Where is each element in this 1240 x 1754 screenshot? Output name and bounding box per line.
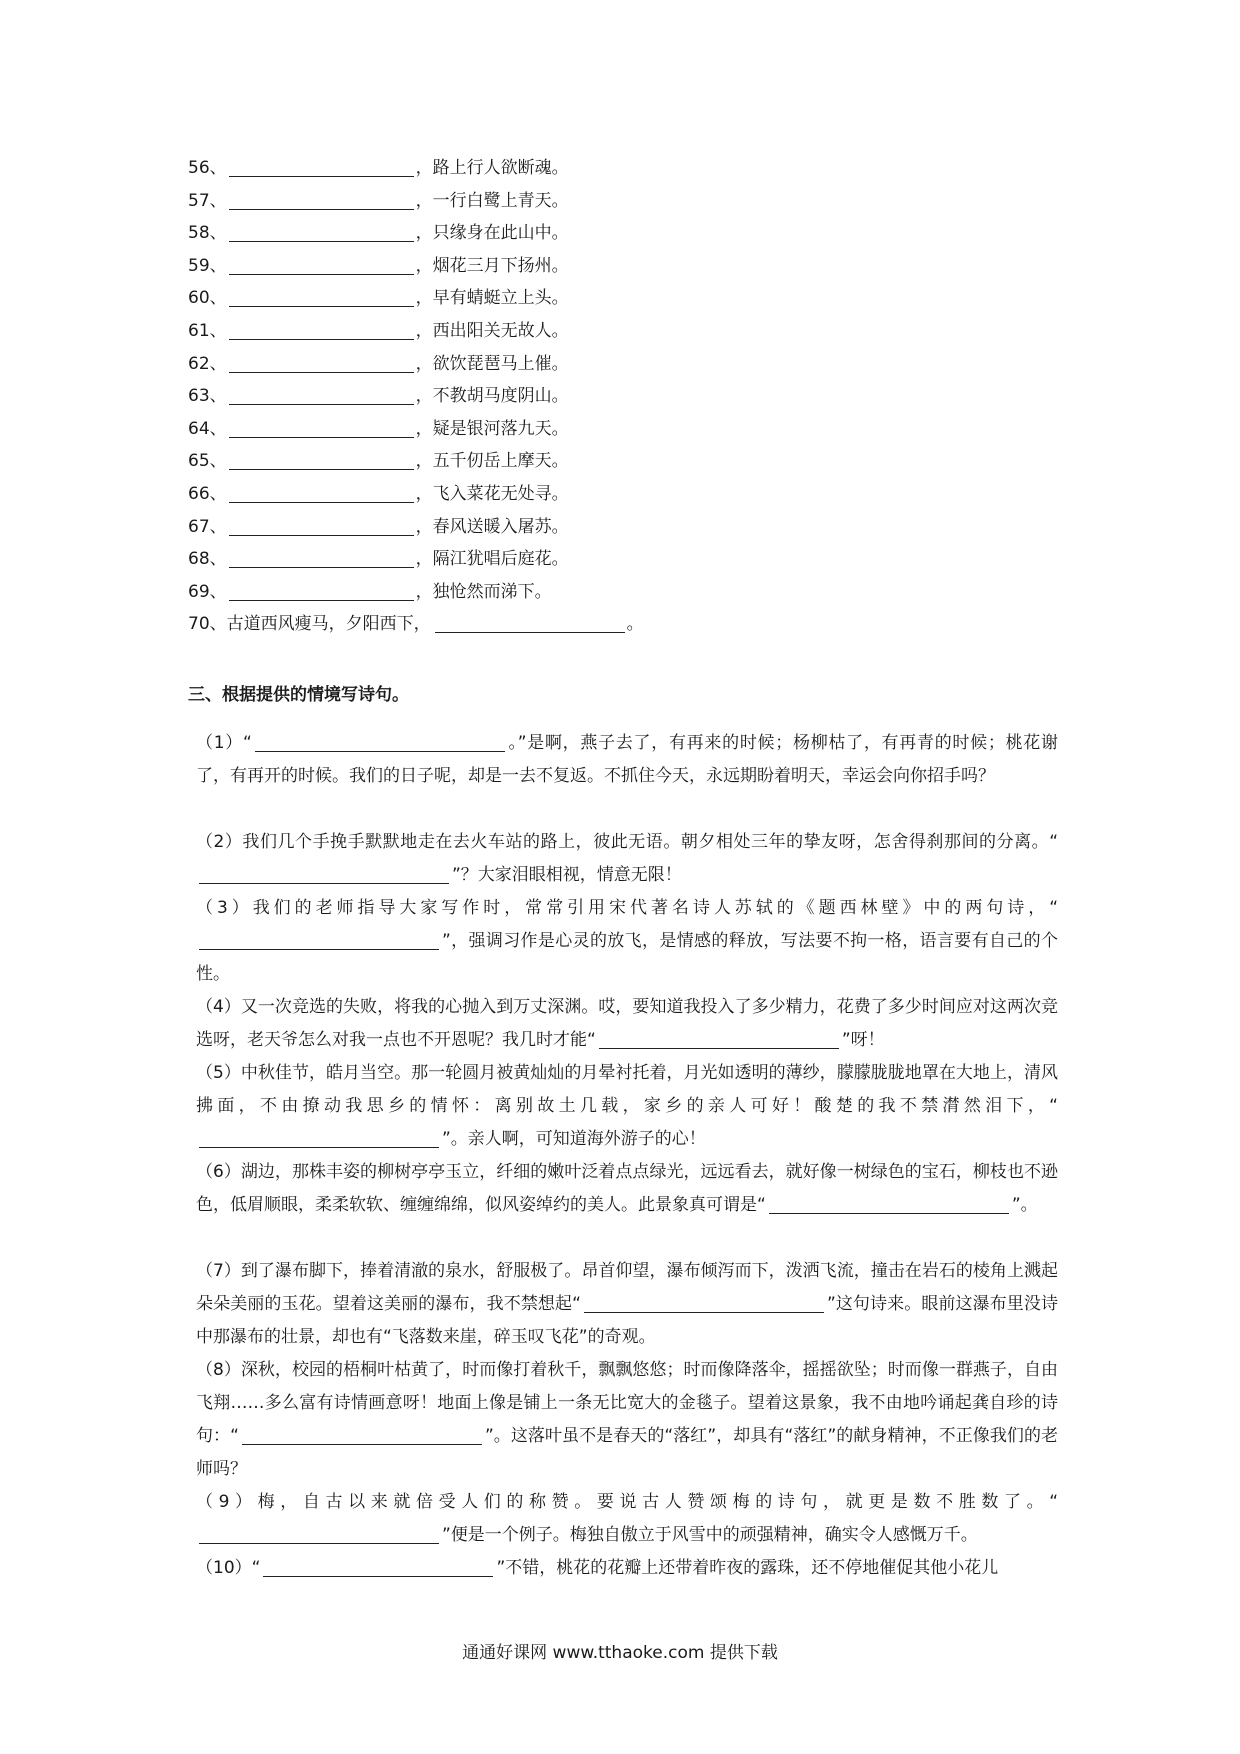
answer-blank: [229, 417, 414, 438]
item-text: ，西出阳关无故人。: [415, 320, 569, 341]
scenario-text: （4）又一次竞选的失败，将我的心抛入到万丈深渊。哎，要知道我投入了多少精力，花费了多少时间应对这两次竞选呀，老天爷怎么对我一点也不开恩呢？我几时才能“: [196, 997, 1058, 1050]
scenario-text: ”呀！: [841, 1030, 885, 1050]
list-item: [188, 511, 644, 544]
answer-blank: [584, 1292, 824, 1313]
section-title: 三、根据提供的情境写诗句。: [188, 685, 409, 705]
item-text: ，春风送暖入屠苏。: [415, 516, 569, 537]
list-item: [188, 282, 644, 315]
answer-blank: [255, 731, 505, 752]
scenario-text: ”这句诗来。眼前这瀑布里没诗中那瀑布的壮景，却也有“飞落数来崖，碎玉叹飞花”的奇观。: [196, 1294, 1058, 1347]
answer-blank: [769, 1193, 1009, 1214]
scenario-4: [196, 991, 1058, 1057]
scenario-2: [196, 826, 1058, 892]
answer-blank: [229, 449, 414, 470]
scenario-text: ”。这落叶虽不是春天的“落红”，却具有“落红”的献身精神，不正像我们的老师吗？: [196, 1426, 1058, 1479]
scenario-text: ”？大家泪眼相视，情意无限！: [452, 865, 682, 885]
answer-blank: [229, 482, 414, 503]
list-item: [188, 380, 644, 413]
list-item: [188, 413, 644, 446]
item-text: ，烟花三月下扬州。: [415, 255, 569, 276]
scenario-text: （6）湖边，那株丰姿的柳树亭亭玉立，纤细的嫩叶泛着点点绿光，远远看去，就好像一树绿色的宝石，柳枝也不逊色，低眉顺眼，柔柔软软、缠缠绵绵，似风姿绰约的美人。此景象真可谓是“: [196, 1162, 1058, 1215]
item-number: 67、: [188, 516, 227, 537]
item-text: 70、古道西风瘦马，夕阳西下，: [188, 614, 431, 635]
scenario-text: ”不错，桃花的花瓣上还带着昨夜的露珠，还不停地催促其他小花儿: [496, 1558, 999, 1578]
item-number: 56、: [188, 158, 227, 178]
list-item: [188, 152, 644, 185]
item-text: ，飞入菜花无处寻。: [415, 483, 569, 504]
list-item: [188, 315, 644, 348]
item-text: ，隔江犹唱后庭花。: [415, 549, 569, 570]
answer-blank: [599, 1028, 839, 1049]
item-number: 68、: [188, 549, 227, 570]
item-number: 65、: [188, 451, 227, 472]
scenario-text: （3）我们的老师指导大家写作时，常常引用宋代著名诗人苏轼的《题西林壁》中的两句诗，“: [196, 898, 1058, 918]
scenario-text: ”，强调习作是心灵的放飞，是情感的释放，写法要不拘一格，语言要有自己的个性。: [196, 931, 1058, 984]
list-item: [188, 250, 644, 283]
scenario-text: （2）我们几个手挽手默默地走在去火车站的路上，彼此无语。朝夕相处三年的挚友呀，怎舍得刹那间的分离。“: [196, 832, 1058, 852]
item-text: ，不教胡马度阴山。: [415, 386, 569, 407]
scenario-text: ”便是一个例子。梅独自傲立于风雪中的顽强精神，确实令人感慨万千。: [442, 1525, 978, 1545]
item-text: ，欲饮琵琶马上催。: [415, 353, 569, 374]
answer-blank: [199, 863, 449, 884]
answer-blank: [229, 352, 414, 373]
item-number: 59、: [188, 255, 227, 276]
item-text: ，一行白鹭上青天。: [415, 190, 569, 211]
scenario-8: [196, 1354, 1058, 1486]
scenario-text: （10）“: [196, 1558, 261, 1578]
answer-blank: [229, 286, 414, 307]
answer-blank: [435, 612, 625, 633]
item-number: 63、: [188, 386, 227, 407]
list-item: [188, 185, 644, 218]
answer-blank: [229, 254, 414, 275]
item-number: 61、: [188, 320, 227, 341]
list-item: [188, 608, 644, 641]
page-footer: 通通好课网 www.tthaoke.com 提供下载: [462, 1643, 778, 1663]
scenario-10: [196, 1552, 1058, 1585]
list-item: [188, 478, 644, 511]
item-text: ，早有蜻蜓立上头。: [415, 288, 569, 309]
scenario-text: （1）“: [196, 733, 252, 753]
list-item: [188, 217, 644, 250]
answer-blank: [229, 319, 414, 340]
scenario-text: （5）中秋佳节，皓月当空。那一轮圆月被黄灿灿的月晕衬托着，月光如透明的薄纱，朦朦胧胧地罩在大地上，清风拂面，不由撩动我思乡的情怀：离别故土几载，家乡的亲人可好！酸楚的我不禁潸然泪下，“: [196, 1063, 1058, 1116]
answer-blank: [229, 547, 414, 568]
scenario-7: [196, 1255, 1058, 1354]
item-number: 62、: [188, 353, 227, 374]
list-item: [188, 576, 644, 609]
scenario-text: ”。: [1011, 1195, 1038, 1215]
answer-blank: [229, 515, 414, 536]
answer-blank: [229, 221, 414, 242]
item-number: 66、: [188, 483, 227, 504]
scenario-5: [196, 1057, 1058, 1156]
item-number: 69、: [188, 581, 227, 602]
item-text: ，路上行人欲断魂。: [415, 158, 569, 178]
answer-blank: [199, 1523, 439, 1544]
answer-blank: [199, 1127, 439, 1148]
scenario-1: [196, 727, 1058, 793]
scenario-6: [196, 1156, 1058, 1222]
answer-blank: [229, 189, 414, 210]
item-text: ，疑是银河落九天。: [415, 418, 569, 439]
item-number: 60、: [188, 288, 227, 309]
scenario-text: （9）梅，自古以来就倍受人们的称赞。要说古人赞颂梅的诗句，就更是数不胜数了。“: [196, 1492, 1058, 1512]
answer-blank: [199, 929, 439, 950]
scenario-text: （7）到了瀑布脚下，捧着清澈的泉水，舒服极了。昂首仰望，瀑布倾泻而下，泼洒飞流，撞击在岩石的棱角上溅起朵朵美丽的玉花。望着这美丽的瀑布，我不禁想起“: [196, 1261, 1058, 1314]
item-text: ，独怆然而涕下。: [415, 581, 552, 602]
item-text: 。: [626, 614, 644, 635]
answer-blank: [229, 384, 414, 405]
answer-blank: [229, 580, 414, 601]
answer-blank: [263, 1556, 493, 1577]
list-item: [188, 445, 644, 478]
scenario-9: [196, 1486, 1058, 1552]
item-text: ，只缘身在此山中。: [415, 223, 569, 244]
scenario-text: ”。亲人啊，可知道海外游子的心！: [442, 1129, 706, 1149]
list-item: [188, 348, 644, 381]
item-number: 58、: [188, 223, 227, 244]
fill-in-list: [188, 152, 644, 641]
answer-blank: [229, 156, 414, 177]
item-text: ，五千仞岳上摩天。: [415, 451, 569, 472]
scenario-text: （8）深秋，校园的梧桐叶枯黄了，时而像打着秋千，飘飘悠悠；时而像降落伞，摇摇欲坠；时而像一群燕子，自由飞翔……多么富有诗情画意呀！地面上像是铺上一条无比宽大的金毯子。望着这景象，我不由地吟诵起龚自珍的诗句：“: [196, 1360, 1058, 1446]
item-number: 64、: [188, 418, 227, 439]
scenario-3: [196, 892, 1058, 991]
item-number: 57、: [188, 190, 227, 211]
list-item: [188, 543, 644, 576]
scenario-text: 。”是啊，燕子去了，有再来的时候；杨柳枯了，有再青的时候；桃花谢了，有再开的时候。我们的日子呢，却是一去不复返。不抓住今天，永远期盼着明天，幸运会向你招手吗？: [196, 733, 1059, 786]
answer-blank: [242, 1424, 482, 1445]
